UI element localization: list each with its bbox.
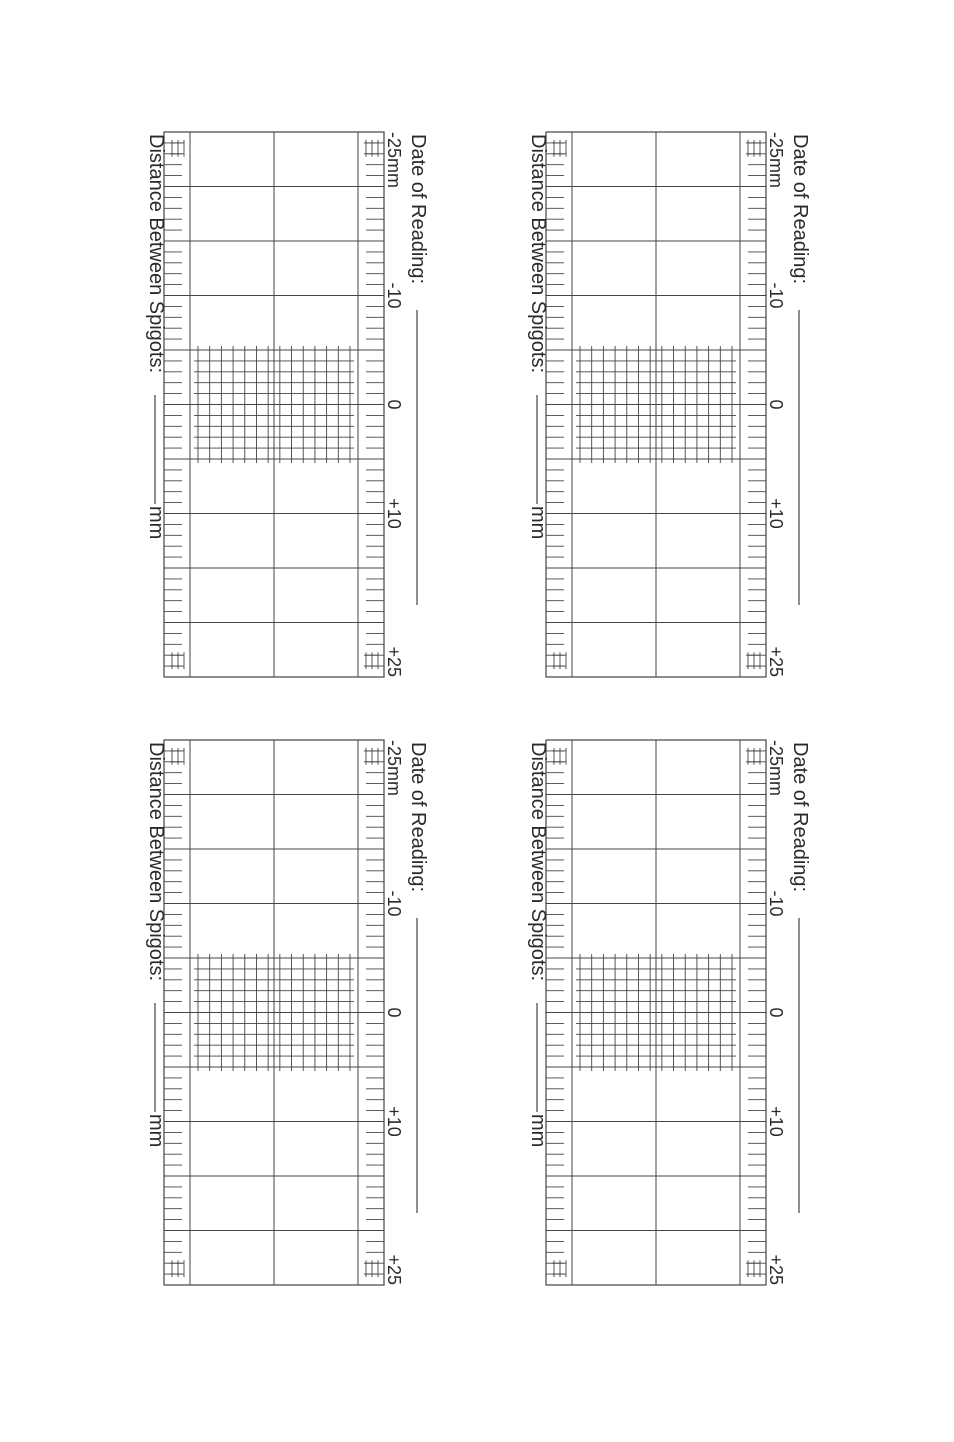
- date-of-reading-label: Date of Reading:: [407, 742, 429, 893]
- date-of-reading-label: Date of Reading:: [407, 134, 429, 285]
- scale-label-4: +25: [766, 646, 786, 677]
- distance-label: Distance Between Spigots:: [145, 134, 167, 374]
- distance-unit: mm: [527, 506, 549, 540]
- distance-label: Distance Between Spigots:: [527, 134, 549, 374]
- scale-label-0: -25mm: [766, 132, 786, 189]
- scale-label-3: +10: [384, 1106, 404, 1137]
- scale-label-4: +25: [384, 646, 404, 677]
- scale-label-4: +25: [384, 1254, 404, 1285]
- card-top-right: [527, 132, 820, 681]
- date-of-reading-label: Date of Reading:: [789, 742, 811, 893]
- scale-label-2: 0: [766, 399, 786, 410]
- scale-label-0: -25mm: [384, 132, 404, 189]
- date-of-reading-label: Date of Reading:: [789, 134, 811, 285]
- scale-label-3: +10: [384, 498, 404, 529]
- distance-unit: mm: [145, 1114, 167, 1148]
- distance-label: Distance Between Spigots:: [527, 742, 549, 982]
- scale-label-2: 0: [384, 399, 404, 410]
- card-bottom-right: [527, 740, 820, 1289]
- card-top-left: [145, 132, 438, 681]
- scale-label-0: -25mm: [766, 740, 786, 797]
- scale-label-1: -10: [766, 282, 786, 309]
- distance-unit: mm: [145, 506, 167, 540]
- scale-label-4: +25: [766, 1254, 786, 1285]
- scale-label-1: -10: [766, 890, 786, 917]
- measurement-grid-svg: [145, 132, 438, 681]
- scale-label-3: +10: [766, 498, 786, 529]
- measurement-grid-svg: [527, 740, 820, 1289]
- distance-unit: mm: [527, 1114, 549, 1148]
- scale-label-2: 0: [766, 1007, 786, 1018]
- measurement-grid-svg: [145, 740, 438, 1289]
- card-bottom-left: [145, 740, 438, 1289]
- measurement-grid-svg: [527, 132, 820, 681]
- scale-label-1: -10: [384, 282, 404, 309]
- scale-label-0: -25mm: [384, 740, 404, 797]
- scale-label-3: +10: [766, 1106, 786, 1137]
- scale-label-2: 0: [384, 1007, 404, 1018]
- distance-label: Distance Between Spigots:: [145, 742, 167, 982]
- scale-label-1: -10: [384, 890, 404, 917]
